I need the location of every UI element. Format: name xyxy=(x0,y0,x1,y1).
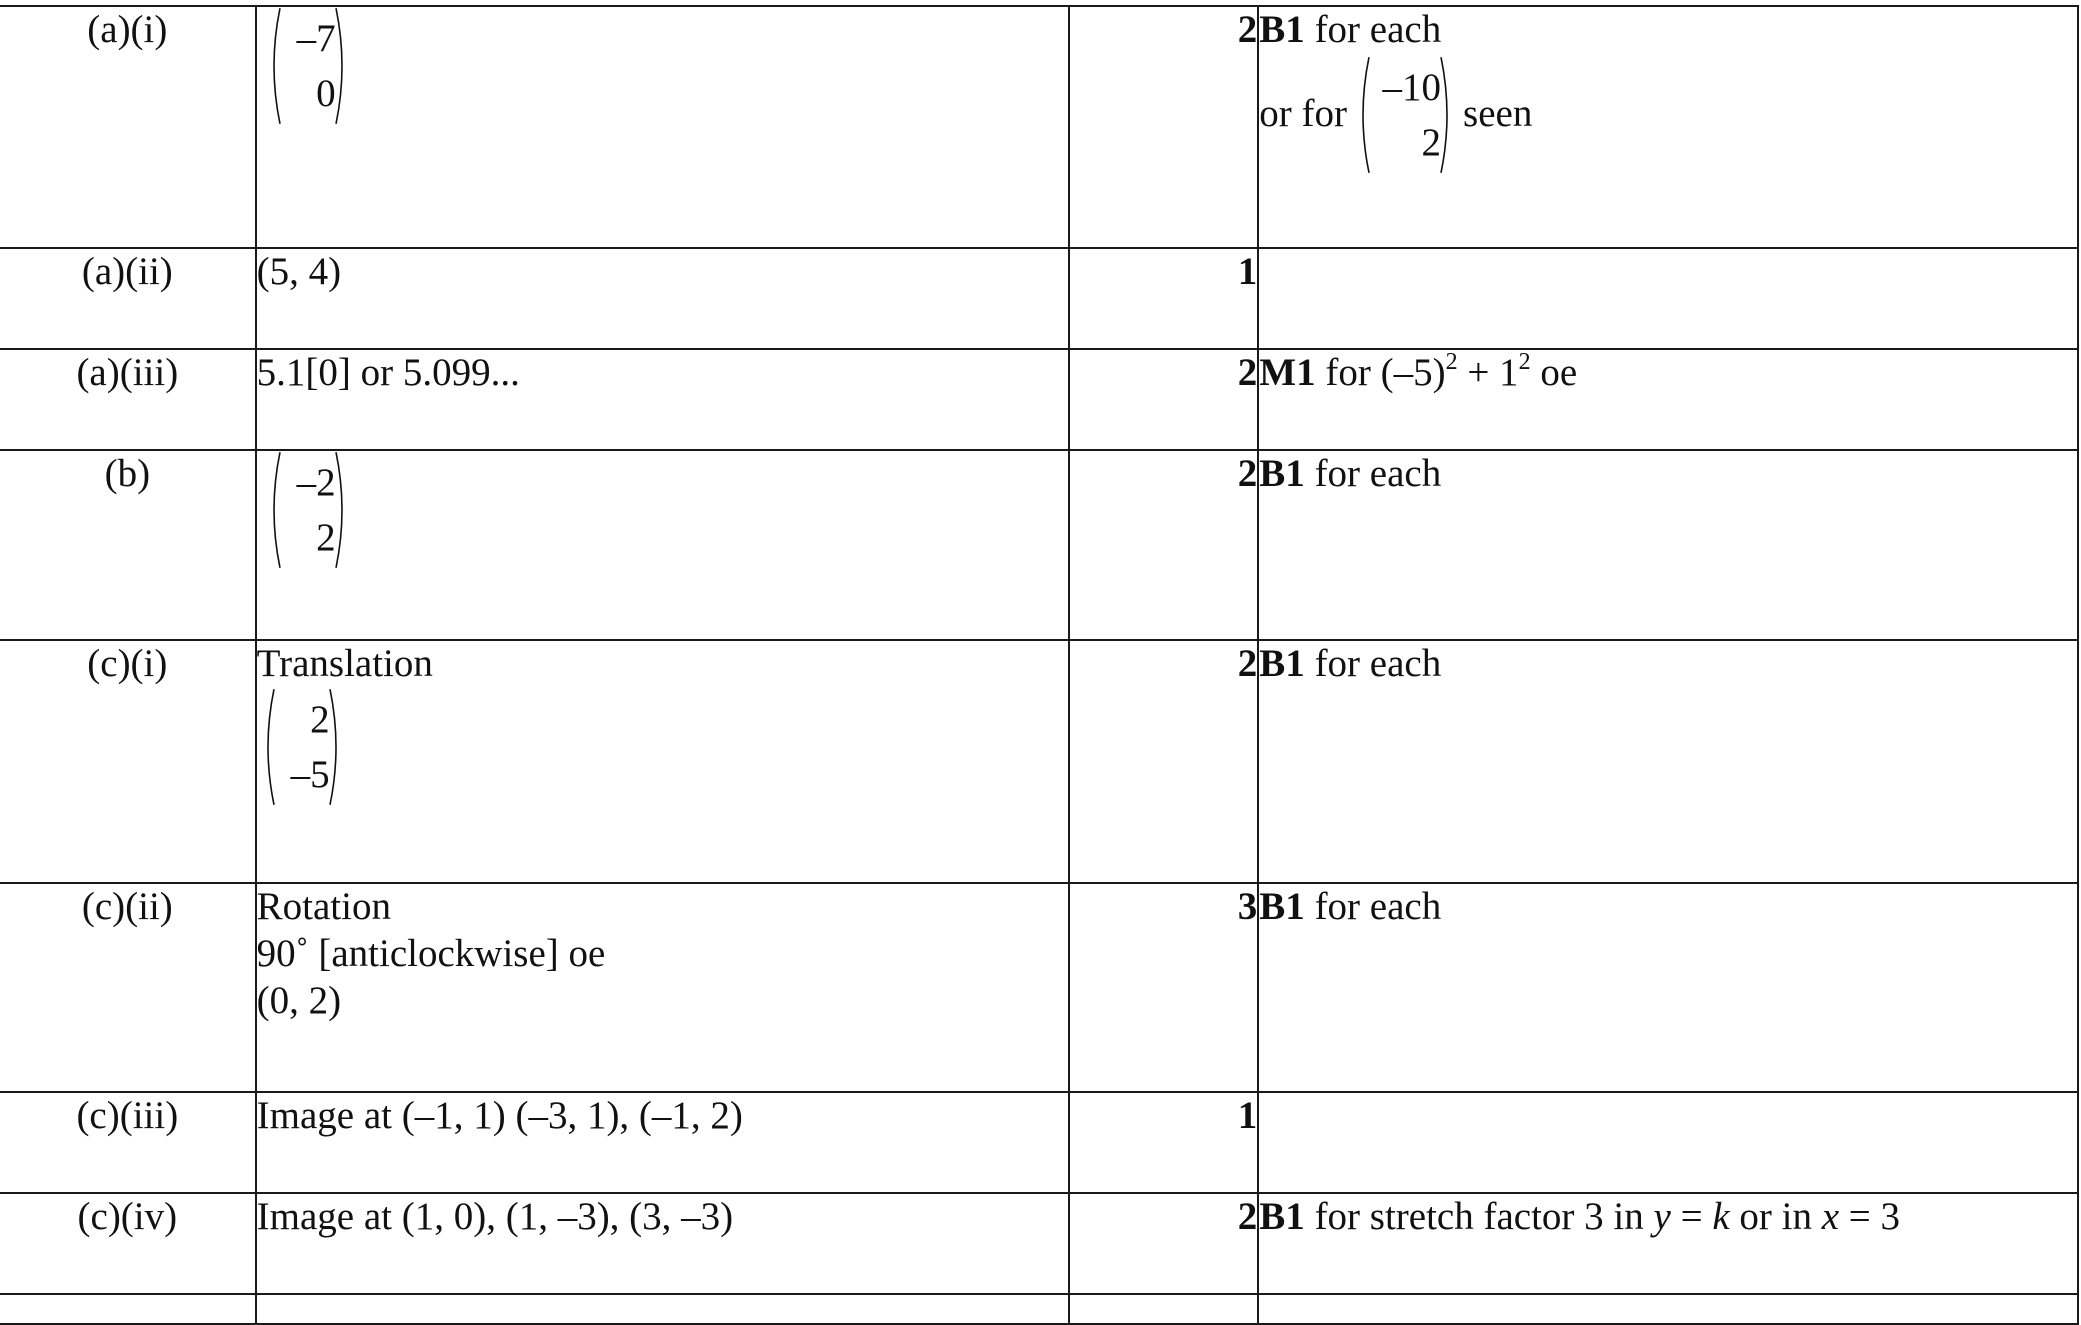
guidance-cell xyxy=(1258,450,2078,640)
guidance-cell xyxy=(1258,640,2078,883)
b1-label: B1 xyxy=(1259,8,1305,51)
vector-bottom: –5 xyxy=(290,752,330,796)
column-vector xyxy=(1355,56,1455,174)
guidance-cell xyxy=(1258,6,2078,248)
column-vector xyxy=(266,7,350,125)
right-parenthesis-icon xyxy=(334,451,350,569)
question-part: (c)(i) xyxy=(0,640,256,883)
mark-value: 1 xyxy=(1069,1092,1259,1193)
guidance-cell xyxy=(1258,1193,2078,1294)
answer-line: Translation xyxy=(256,642,433,685)
right-parenthesis-icon xyxy=(334,7,350,125)
vector-top: –2 xyxy=(296,461,336,504)
question-part: (a)(i) xyxy=(0,6,256,248)
vector-bottom: 2 xyxy=(316,516,336,559)
table-row xyxy=(0,883,2078,1092)
mark-value: 3 xyxy=(1069,883,1259,1092)
guidance-text: for each xyxy=(1304,642,1442,685)
answer-line: Rotation xyxy=(256,885,391,928)
column-vector xyxy=(266,451,350,569)
question-part: (a)(iii) xyxy=(0,349,256,450)
question-part: (c)(ii) xyxy=(0,883,256,1092)
table-row xyxy=(0,640,2078,883)
guidance-text: for each xyxy=(1304,8,1442,51)
guidance-text: or in xyxy=(1729,1195,1822,1238)
answer-text: Image at (–1, 1) (–3, 1), (–1, 2) xyxy=(256,1092,1069,1193)
mark-scheme-table xyxy=(0,5,2079,1325)
table-row xyxy=(0,349,2078,450)
column-vector xyxy=(260,688,344,806)
vector-top: –7 xyxy=(296,17,336,60)
question-part: (c)(iii) xyxy=(0,1092,256,1193)
question-part: (c)(iv) xyxy=(0,1193,256,1294)
superscript: 2 xyxy=(1445,349,1458,375)
table-row-bottom-partial xyxy=(0,1294,2078,1324)
right-parenthesis-icon xyxy=(328,688,344,806)
guidance-text: oe xyxy=(1530,351,1578,394)
guidance-cell xyxy=(1258,248,2078,349)
answer-cell xyxy=(256,640,1069,883)
left-parenthesis-icon xyxy=(266,7,282,125)
answer-cell xyxy=(256,450,1069,640)
b1-label: B1 xyxy=(1259,1195,1305,1238)
vector-bottom: 2 xyxy=(1421,120,1442,164)
guidance-or-suffix: seen xyxy=(1463,92,1533,136)
left-parenthesis-icon xyxy=(260,688,276,806)
mark-value: 2 xyxy=(1069,640,1259,883)
guidance-text: for each xyxy=(1304,885,1442,928)
answer-line: (0, 2) xyxy=(256,978,342,1022)
vector-bottom: 0 xyxy=(316,72,336,115)
b1-label: B1 xyxy=(1259,642,1305,685)
m1-label: M1 xyxy=(1259,351,1316,394)
vector-top: 2 xyxy=(310,697,330,741)
guidance-text: = xyxy=(1670,1195,1713,1238)
guidance-cell xyxy=(1258,349,2078,450)
guidance-cell xyxy=(1258,1092,2078,1193)
mark-value: 2 xyxy=(1069,1193,1259,1294)
mark-value: 2 xyxy=(1069,450,1259,640)
table-row xyxy=(0,450,2078,640)
b1-label: B1 xyxy=(1259,452,1305,495)
guidance-text: + 1 xyxy=(1457,351,1519,394)
mark-value: 2 xyxy=(1069,6,1259,248)
superscript: 2 xyxy=(1518,349,1531,375)
answer-line: 90˚ [anticlockwise] oe xyxy=(256,931,606,975)
table-row xyxy=(0,1193,2078,1294)
left-parenthesis-icon xyxy=(266,451,282,569)
variable: y xyxy=(1653,1195,1671,1238)
variable: k xyxy=(1712,1195,1730,1238)
mark-value: 2 xyxy=(1069,349,1259,450)
question-part: (a)(ii) xyxy=(0,248,256,349)
answer-text: Image at (1, 0), (1, –3), (3, –3) xyxy=(256,1193,1069,1294)
vector-top: –10 xyxy=(1382,65,1442,109)
guidance-cell xyxy=(1258,883,2078,1092)
guidance-or-prefix: or for xyxy=(1259,92,1348,136)
left-parenthesis-icon xyxy=(1355,56,1371,174)
table-row xyxy=(0,248,2078,349)
guidance-text: = 3 xyxy=(1839,1195,1901,1238)
answer-cell xyxy=(256,6,1069,248)
right-parenthesis-icon xyxy=(1439,56,1455,174)
guidance-text: for stretch factor 3 in xyxy=(1304,1195,1654,1238)
table-row xyxy=(0,1092,2078,1193)
answer-text: 5.1[0] or 5.099... xyxy=(256,349,1069,450)
b1-label: B1 xyxy=(1259,885,1305,928)
variable: x xyxy=(1821,1195,1840,1238)
guidance-text: for (–5) xyxy=(1315,351,1446,394)
answer-text: (5, 4) xyxy=(256,248,1069,349)
question-part: (b) xyxy=(0,450,256,640)
table-row xyxy=(0,6,2078,248)
answer-cell xyxy=(256,883,1069,1092)
guidance-text: for each xyxy=(1304,452,1442,495)
mark-value: 1 xyxy=(1069,248,1259,349)
